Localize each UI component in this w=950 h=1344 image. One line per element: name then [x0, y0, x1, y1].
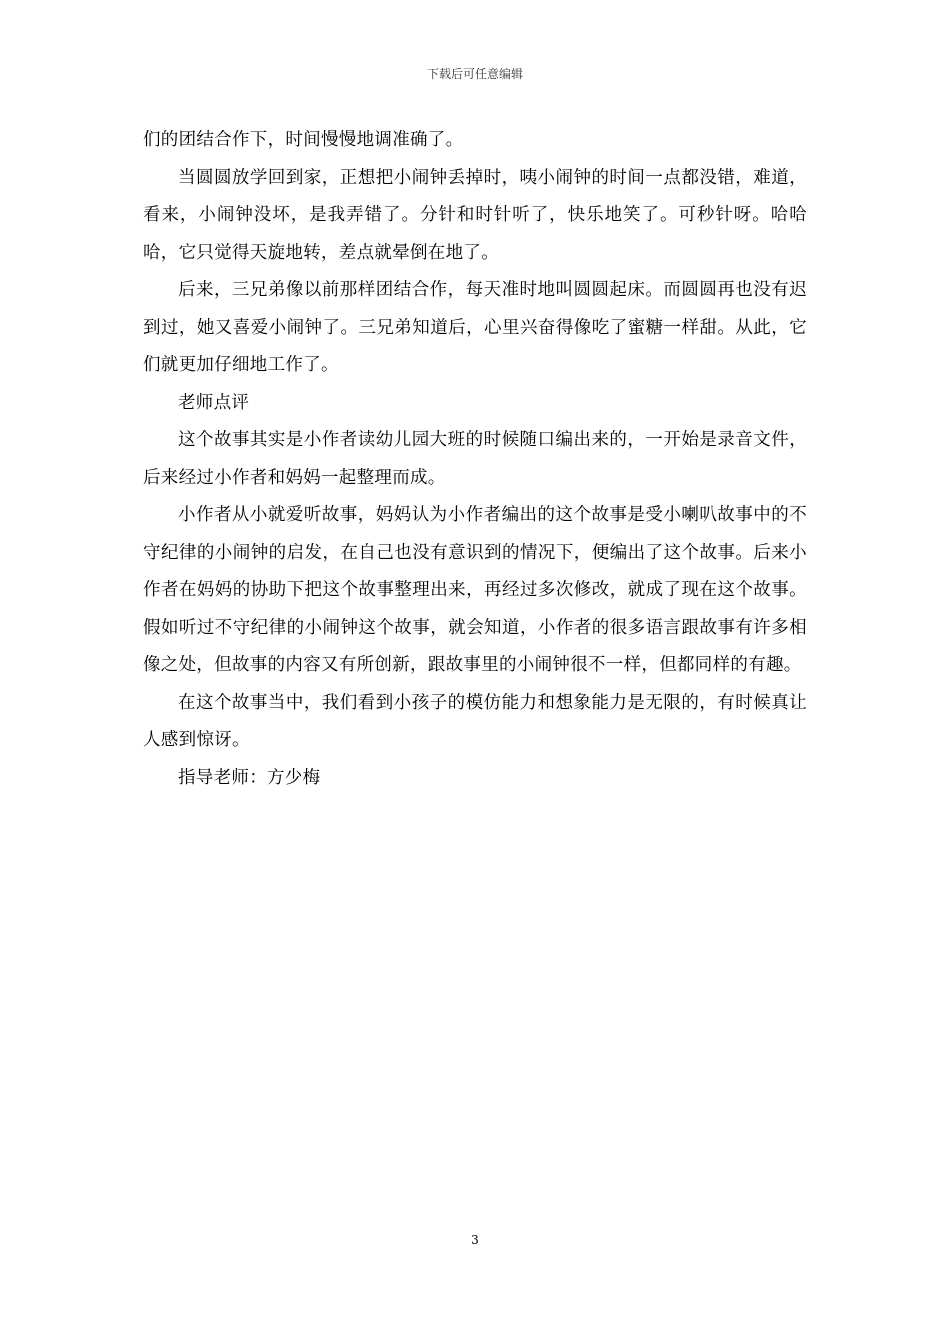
paragraph-comment: 在这个故事当中，我们看到小孩子的模仿能力和想象能力是无限的，有时候真让人感到惊讶。	[143, 692, 807, 750]
page-header: 下载后可任意编辑	[426, 67, 523, 81]
paragraph-story: 当圆圆放学回到家，正想把小闹钟丢掉时，咦小闹钟的时间一点都没错，难道，看来，小闹钟没坏，是我弄错了。分针和时针听了，快乐地笑了。可秒针呀。哈哈哈，它只觉得天旋地转，差点就晕倒在地了。	[143, 167, 807, 263]
paragraph-story: 后来，三兄弟像以前那样团结合作，每天准时地叫圆圆起床。而圆圆再也没有迟到过，她又喜爱小闹钟了。三兄弟知道后，心里兴奋得像吃了蜜糖一样甜。从此，它们就更加仔细地工作了。	[143, 280, 807, 375]
paragraph-comment: 小作者从小就爱听故事，妈妈认为小作者编出的这个故事是受小喇叭故事中的不守纪律的小闹钟的启发，在自己也没有意识到的情况下，便编出了这个故事。后来小作者在妈妈的协助下把这个故事整理出来，再经过多次修改，就成了现在这个故事。假如听过不守纪律的小闹钟这个故事，就会知道，小作者的很多语言跟故事有许多相像之处，但故事的内容又有所创新，跟故事里的小闹钟很不一样，但都同样的有趣。	[143, 505, 807, 675]
document-body	[143, 122, 807, 797]
supervisor-line: 指导老师：方少梅	[178, 767, 321, 788]
paragraph-comment: 这个故事其实是小作者读幼儿园大班的时候随口编出来的，一开始是录音文件，后来经过小作者和妈妈一起整理而成。	[143, 430, 807, 488]
paragraph-continuation: 们的团结合作下，时间慢慢地调准确了。	[143, 130, 464, 150]
section-heading-teacher-comment: 老师点评	[178, 392, 250, 413]
page-number: 3	[471, 1233, 479, 1247]
